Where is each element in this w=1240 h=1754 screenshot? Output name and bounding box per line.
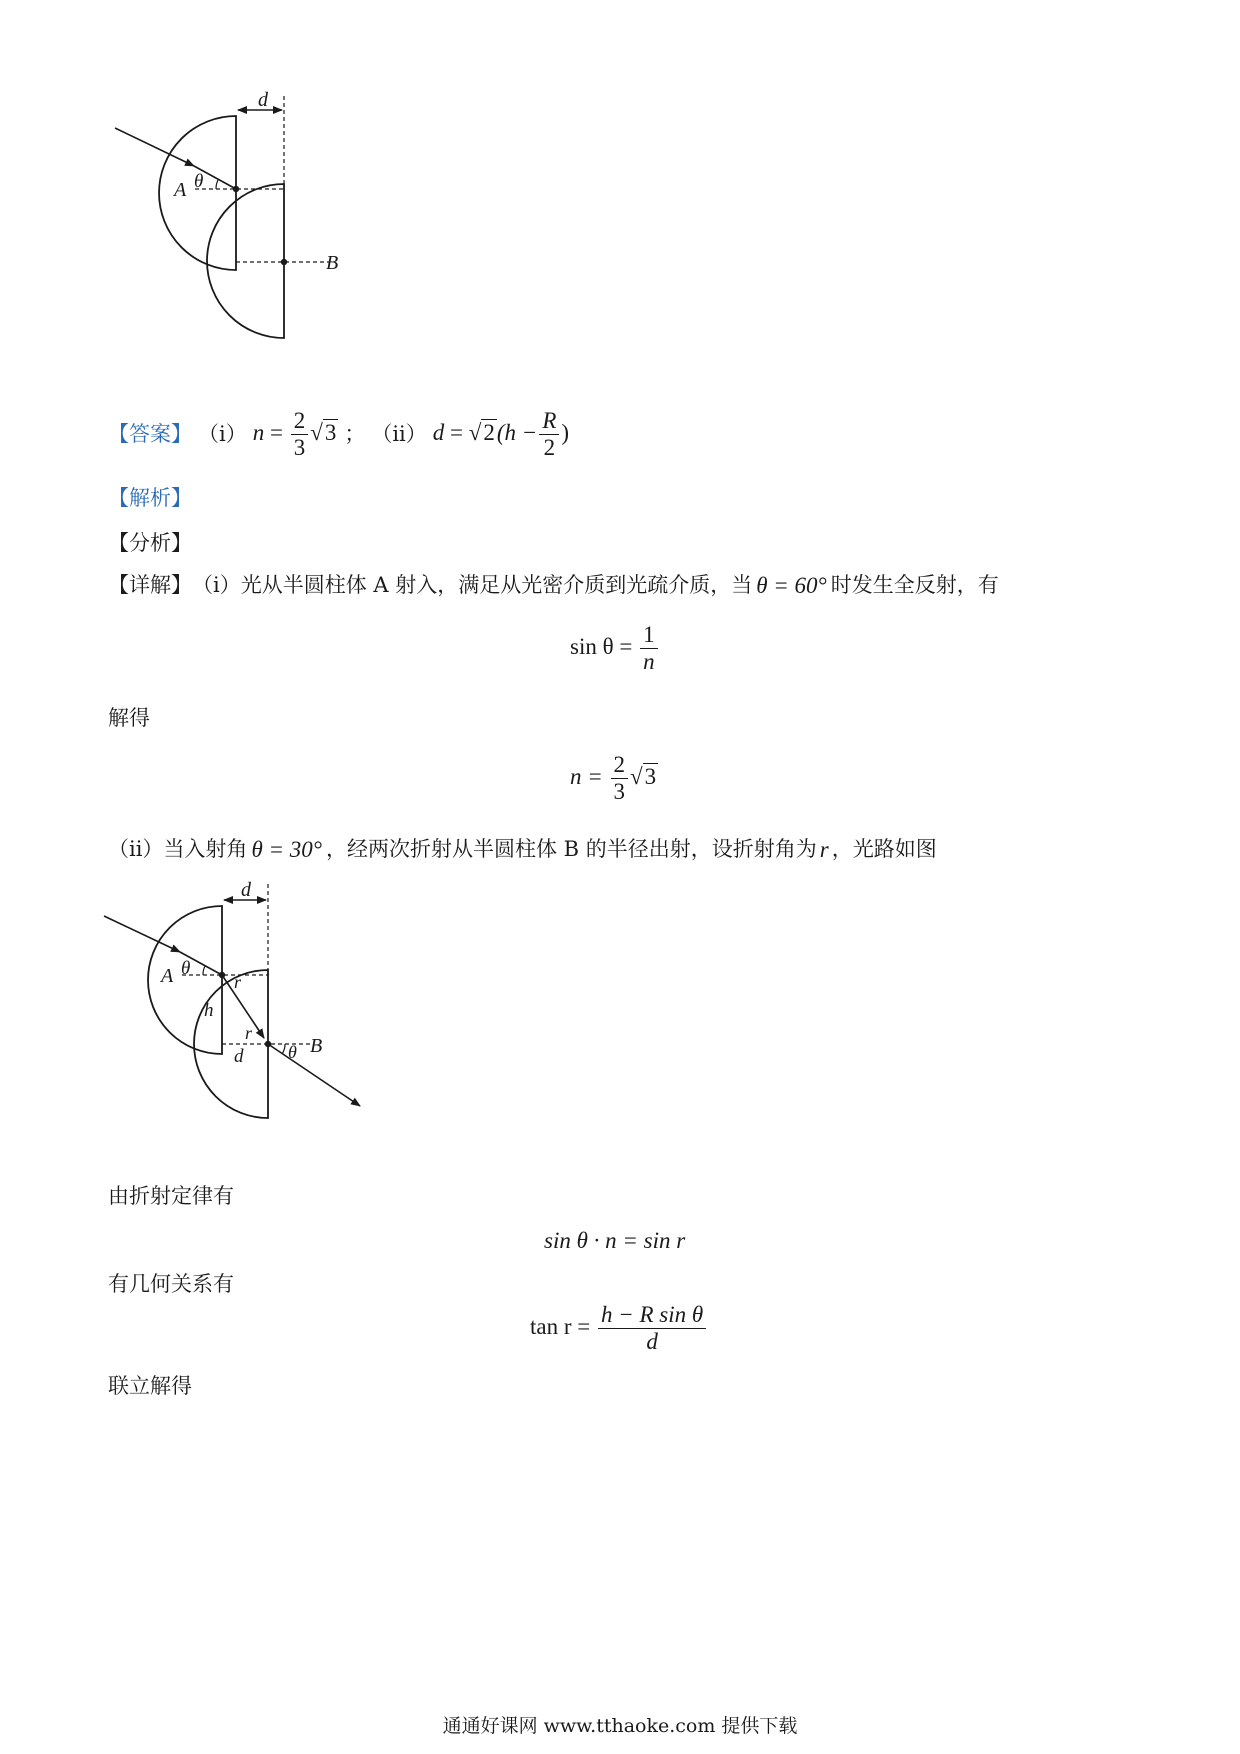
fig1-label-theta: θ: [194, 171, 204, 192]
part2-text3: ，光路如图: [831, 837, 937, 861]
fig2-label-r1: r: [234, 972, 242, 992]
part2-text2: ，经两次折射从半圆柱体 B 的半径出射，设折射角为: [325, 837, 817, 861]
jiede-1: 解得: [108, 706, 150, 730]
fig2-label-theta: θ: [181, 958, 191, 979]
incident-ray: [115, 128, 194, 166]
detail-text-after: 时发生全反射，有: [830, 573, 999, 597]
geometry-intro: 有几何关系有: [108, 1272, 234, 1296]
answer-part1-formula: n = $\frac{2}{3}$ √3: [252, 408, 337, 461]
answer-part2-formula: d = √2(h − $\frac{R}{2}$ ): [432, 408, 570, 461]
detail-line: [108, 574, 999, 597]
fig2-label-d: d: [241, 879, 251, 901]
answer-tag: 【答案】: [108, 422, 192, 447]
detail-tag: 【详解】: [108, 573, 192, 597]
fig2-label-r2: r: [245, 1023, 253, 1043]
part2-line: [108, 838, 937, 861]
figure-2-diagram: [100, 876, 420, 1176]
detail-part1-label: （i）: [192, 573, 241, 597]
detail-condition: θ = 60°: [756, 573, 827, 598]
fig2-label-b: B: [310, 1035, 323, 1057]
part2-label: （ii）: [108, 837, 164, 861]
fig2-refracted-ray: [222, 975, 264, 1038]
fig2-label-a: A: [161, 965, 174, 987]
fig1-label-d: d: [258, 89, 268, 111]
fig1-label-a: A: [174, 179, 187, 201]
fig2-label-d2: d: [234, 1046, 244, 1067]
figure-1-diagram: [100, 88, 420, 388]
analysis-tag: 【解析】: [108, 486, 192, 510]
fig1-label-b: B: [326, 252, 339, 274]
part2-var: r: [819, 837, 829, 862]
answer-part1-label: （i）: [198, 422, 247, 447]
part2-text1: 当入射角: [163, 837, 248, 861]
part2-condition: θ = 30°: [251, 837, 322, 862]
answer-separator: ；: [344, 422, 366, 447]
answer-part2-label: （ii）: [371, 422, 427, 447]
combine-text: 联立解得: [108, 1374, 192, 1398]
fig2-label-theta2: θ: [288, 1042, 297, 1062]
equation-3: sin θ · n = sin r: [544, 1228, 686, 1253]
half-cylinder-a: [159, 116, 236, 270]
half-cylinder-b: [207, 184, 284, 338]
fenxi-tag: 【分析】: [108, 531, 192, 555]
equation-4: tan r = $\frac{\text{h − R sin θ}}{d}$: [530, 1302, 708, 1356]
footer-text: 通通好课网 www.tthaoke.com 提供下载: [442, 1715, 798, 1737]
answer-line: [108, 408, 569, 462]
refraction-intro: 由折射定律有: [108, 1184, 234, 1208]
fig2-half-cylinder-a: [148, 906, 222, 1054]
fig2-incident-ray: [104, 916, 180, 952]
fig2-label-h: h: [204, 1000, 214, 1021]
detail-text-before: 光从半圆柱体 A 射入，满足从光密介质到光疏介质，当: [240, 573, 753, 597]
equation-1: sin θ = $\frac{1}{n}$: [570, 622, 660, 676]
equation-2: n = $\frac{2}{3}$ √3: [570, 752, 657, 805]
